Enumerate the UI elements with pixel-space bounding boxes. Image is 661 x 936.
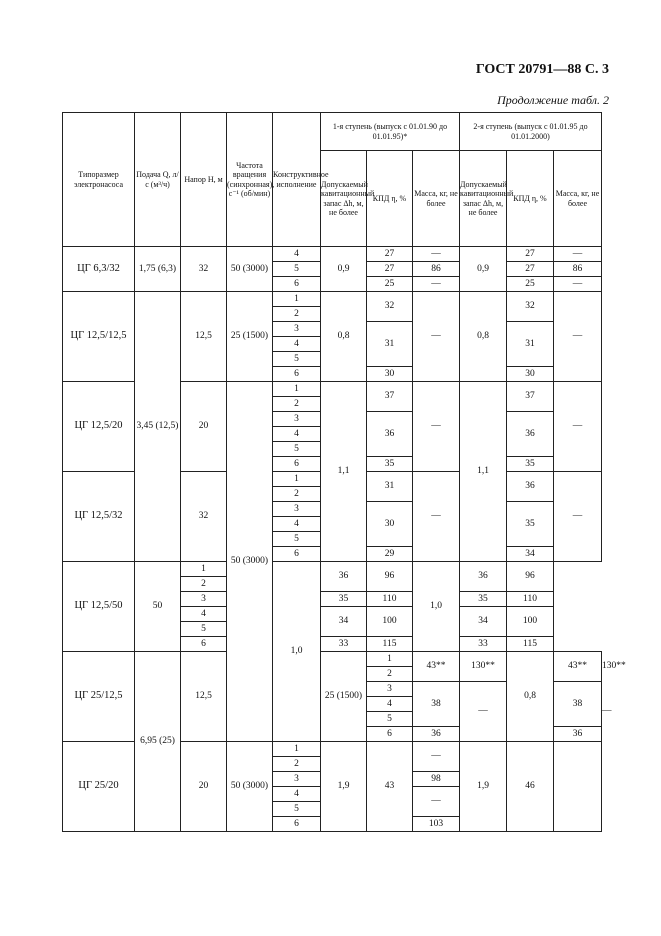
design-value: 2 — [367, 667, 413, 682]
design-value: 5 — [181, 622, 227, 637]
pump-name: ЦГ 12,5/32 — [63, 472, 135, 562]
design-value: 4 — [273, 787, 321, 802]
mass-value: 96 — [507, 562, 554, 592]
kpd-value: 38 — [554, 682, 602, 727]
kpd-value: 36 — [554, 727, 602, 742]
pump-name: ЦГ 12,5/12,5 — [63, 292, 135, 382]
mass-value: — — [554, 247, 602, 262]
flow-value: 3,45 (12,5) — [135, 292, 181, 562]
mass-value: — — [413, 472, 460, 562]
kpd-value: 27 — [507, 262, 554, 277]
mass-value: — — [554, 382, 602, 472]
col-speed: Частота вращения (синхронная), с⁻¹ (об/мин) — [227, 113, 273, 247]
speed-value: 25 (1500) — [321, 652, 367, 742]
kpd-value: 25 — [507, 277, 554, 292]
kpd-value: 35 — [321, 592, 367, 607]
npsh-value: 0,8 — [507, 652, 554, 742]
design-value: 2 — [181, 577, 227, 592]
mass-value: — — [554, 292, 602, 382]
design-value: 1 — [273, 472, 321, 487]
design-value: 5 — [367, 712, 413, 727]
mass-value — [554, 742, 602, 832]
col-stage2: 2-я ступень (выпуск с 01.01.95 до 01.01.2000) — [460, 113, 602, 151]
design-value: 2 — [273, 397, 321, 412]
design-value: 1 — [273, 742, 321, 757]
pump-name: ЦГ 12,5/20 — [63, 382, 135, 472]
mass-value: 115 — [507, 637, 554, 652]
design-value: 3 — [273, 412, 321, 427]
kpd-value: 34 — [460, 607, 507, 637]
kpd-value: 43** — [554, 652, 602, 682]
mass-value: — — [413, 247, 460, 262]
col-kpd-1: КПД η, % — [367, 151, 413, 247]
kpd-value: 32 — [367, 292, 413, 322]
page-header: ГОСТ 20791—88 С. 3 — [475, 62, 609, 77]
design-value: 3 — [273, 772, 321, 787]
design-value: 3 — [273, 322, 321, 337]
kpd-value: 27 — [367, 262, 413, 277]
design-value: 6 — [273, 457, 321, 472]
kpd-value: 30 — [367, 502, 413, 547]
pump-name: ЦГ 6,3/32 — [63, 247, 135, 292]
flow-value: 6,95 (25) — [135, 652, 181, 832]
design-value: 1 — [273, 292, 321, 307]
col-type: Типоразмер электронасоса — [63, 113, 135, 247]
mass-value: 130** — [460, 652, 507, 682]
mass-value: 100 — [367, 607, 413, 637]
design-value: 5 — [273, 352, 321, 367]
design-value: 4 — [273, 517, 321, 532]
kpd-value: 31 — [507, 322, 554, 367]
mass-value: 110 — [367, 592, 413, 607]
kpd-value: 33 — [321, 637, 367, 652]
kpd-value: 36 — [413, 727, 460, 742]
kpd-value: 37 — [507, 382, 554, 412]
design-value: 4 — [367, 697, 413, 712]
design-value: 6 — [273, 367, 321, 382]
kpd-value: 35 — [460, 592, 507, 607]
design-value: 3 — [367, 682, 413, 697]
head-value: 32 — [181, 247, 227, 292]
table-row — [63, 247, 602, 262]
kpd-value: 36 — [507, 412, 554, 457]
design-value: 5 — [273, 262, 321, 277]
design-value: 3 — [273, 502, 321, 517]
design-value: 1 — [367, 652, 413, 667]
mass-value: 96 — [367, 562, 413, 592]
kpd-value: 36 — [460, 562, 507, 592]
table-row — [63, 292, 602, 307]
kpd-value: 36 — [507, 472, 554, 502]
mass-value: — — [413, 382, 460, 472]
pump-name: ЦГ 12,5/50 — [63, 562, 135, 652]
npsh-value: 1,9 — [460, 742, 507, 832]
npsh-value: 0,8 — [460, 292, 507, 382]
design-value: 4 — [273, 337, 321, 352]
kpd-value: 29 — [367, 547, 413, 562]
head-value: 20 — [181, 382, 227, 472]
mass-value: — — [413, 277, 460, 292]
head-value: 20 — [181, 742, 227, 832]
kpd-value: 27 — [367, 247, 413, 262]
head-value: 50 — [135, 562, 181, 652]
kpd-value: 31 — [367, 472, 413, 502]
kpd-value: 35 — [367, 457, 413, 472]
mass-value: — — [554, 472, 602, 562]
design-value: 4 — [181, 607, 227, 622]
col-flow: Подача Q, л/с (м³/ч) — [135, 113, 181, 247]
head-value: 12,5 — [181, 652, 227, 742]
design-value: 2 — [273, 757, 321, 772]
npsh-value: 0,9 — [321, 247, 367, 292]
design-value: 1 — [273, 382, 321, 397]
npsh-value: 1,1 — [321, 382, 367, 562]
col-head: Напор H, м — [181, 113, 227, 247]
pump-name: ЦГ 25/12,5 — [63, 652, 135, 742]
table-row — [63, 562, 602, 577]
kpd-value: 27 — [507, 247, 554, 262]
design-value: 5 — [273, 442, 321, 457]
kpd-value: 36 — [321, 562, 367, 592]
design-value: 1 — [181, 562, 227, 577]
col-kpd-2: КПД η, % — [507, 151, 554, 247]
kpd-value: 30 — [507, 367, 554, 382]
mass-value: — — [413, 742, 460, 772]
pump-name: ЦГ 25/20 — [63, 742, 135, 832]
col-mass-2: Масса, кг, не более — [554, 151, 602, 247]
kpd-value: 25 — [367, 277, 413, 292]
table-row: ЦГ 25/12,5 6,95 (25) 12,5 25 (1500) 1 43** 130** 0,8 43** 130** — [63, 652, 602, 667]
kpd-value: 32 — [507, 292, 554, 322]
design-value: 4 — [273, 427, 321, 442]
kpd-value: 37 — [367, 382, 413, 412]
mass-value: 115 — [367, 637, 413, 652]
mass-value: 103 — [413, 817, 460, 832]
col-design: Конструктивное исполнение — [273, 113, 321, 247]
kpd-value: 36 — [367, 412, 413, 457]
npsh-value: 0,8 — [321, 292, 367, 382]
npsh-value: 1,0 — [273, 562, 321, 742]
design-value: 6 — [273, 817, 321, 832]
mass-value: 98 — [413, 772, 460, 787]
mass-value: 110 — [507, 592, 554, 607]
design-value: 5 — [273, 802, 321, 817]
head-value: 32 — [181, 472, 227, 562]
npsh-value: 1,9 — [321, 742, 367, 832]
speed-value: 50 (3000) — [227, 742, 273, 832]
col-npsh-1: Допускаемый кавитационный запас Δh, м, не более — [321, 151, 367, 247]
kpd-value: 30 — [367, 367, 413, 382]
table-row: 3 38 — 38 — — [63, 682, 602, 697]
flow-value: 1,75 (6,3) — [135, 247, 181, 292]
kpd-value: 43 — [367, 742, 413, 832]
speed-value: 50 (3000) — [227, 247, 273, 292]
col-stage1: 1-я ступень (выпуск с 01.01.90 до 01.01.95)* — [321, 113, 460, 151]
kpd-value: 31 — [367, 322, 413, 367]
col-npsh-2: Допускаемый кавитационный запас Δh, м, не более — [460, 151, 507, 247]
kpd-value: 43** — [413, 652, 460, 682]
design-value: 6 — [273, 547, 321, 562]
table-continuation: Продолжение табл. 2 — [497, 93, 609, 107]
kpd-value: 33 — [460, 637, 507, 652]
design-value: 6 — [273, 277, 321, 292]
pump-table — [62, 112, 626, 832]
kpd-value: 34 — [321, 607, 367, 637]
mass-value: — — [554, 277, 602, 292]
npsh-value: 1,1 — [460, 382, 507, 562]
design-value: 2 — [273, 487, 321, 502]
col-mass-1: Масса, кг, не более — [413, 151, 460, 247]
kpd-value: 34 — [507, 547, 554, 562]
mass-value: 100 — [507, 607, 554, 637]
kpd-value: 35 — [507, 502, 554, 547]
speed-value: 25 (1500) — [227, 292, 273, 382]
design-value: 6 — [367, 727, 413, 742]
mass-value: 86 — [413, 262, 460, 277]
mass-value: — — [413, 292, 460, 382]
mass-value: — — [413, 787, 460, 817]
design-value: 2 — [273, 307, 321, 322]
npsh-value: 0,9 — [460, 247, 507, 292]
kpd-value: 35 — [507, 457, 554, 472]
kpd-value: 46 — [507, 742, 554, 832]
design-value: 5 — [273, 532, 321, 547]
mass-value: — — [460, 682, 507, 742]
npsh-value: 1,0 — [413, 562, 460, 652]
mass-value: 86 — [554, 262, 602, 277]
design-value: 3 — [181, 592, 227, 607]
kpd-value: 38 — [413, 682, 460, 727]
speed-value: 50 (3000) — [227, 382, 273, 742]
design-value: 4 — [273, 247, 321, 262]
design-value: 6 — [181, 637, 227, 652]
head-value: 12,5 — [181, 292, 227, 382]
